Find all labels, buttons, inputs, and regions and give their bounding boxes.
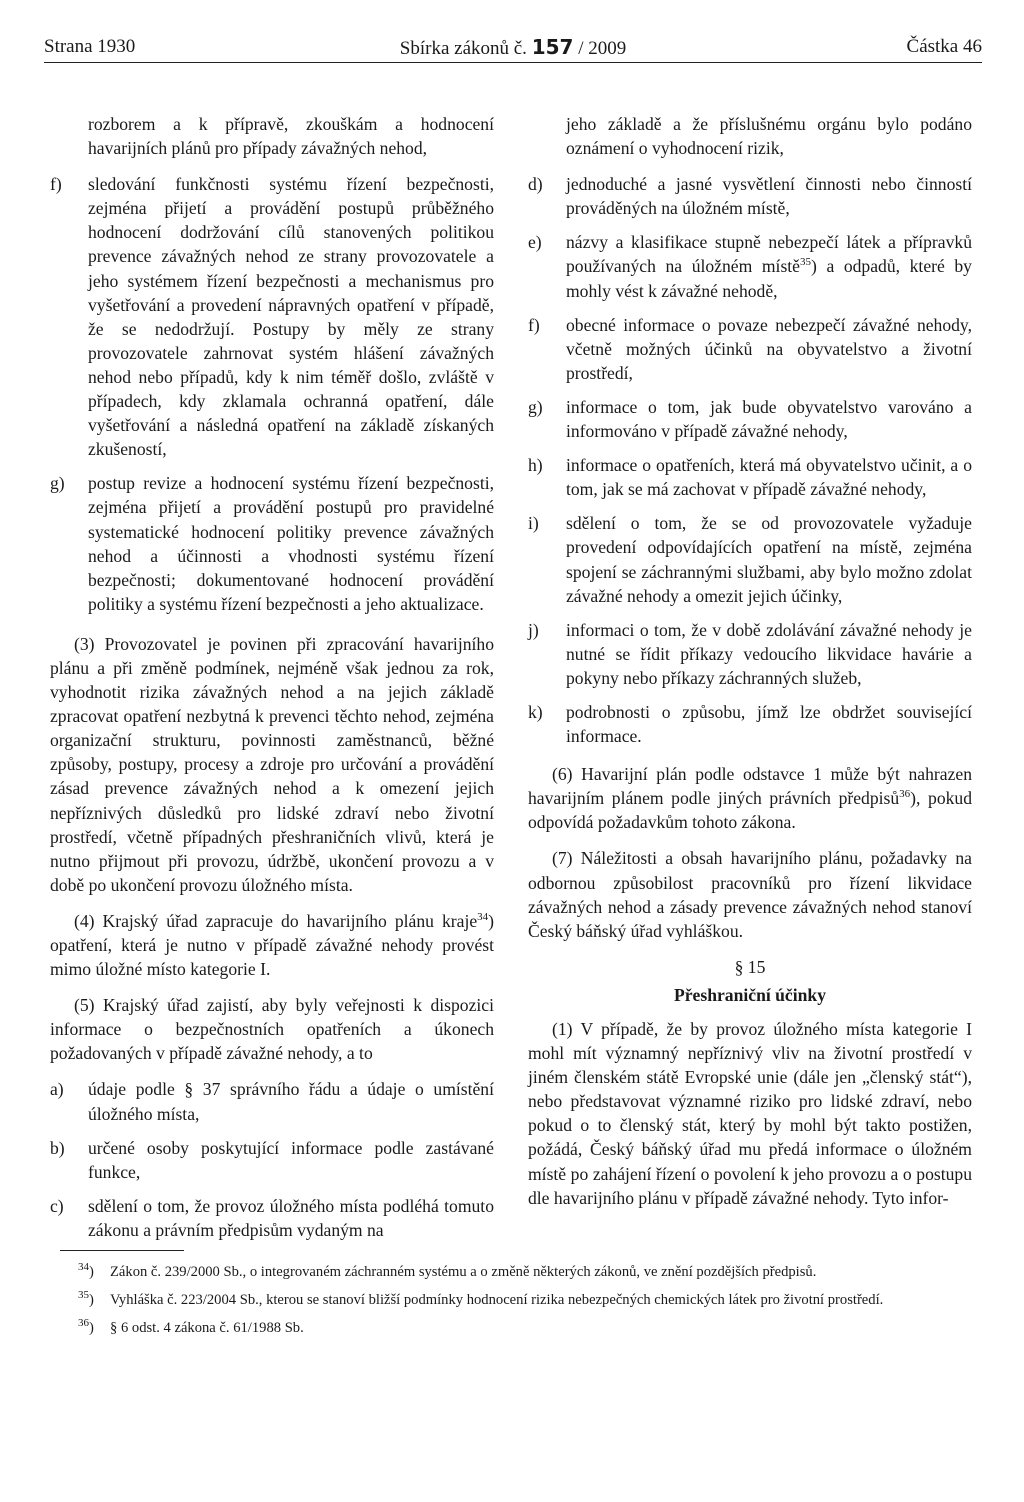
list-item-text-a: názvy a klasifikace stupně nebezpečí látek a přípravků používaných na úložném místě <box>566 232 972 277</box>
paragraph-7: (7) Náležitosti a obsah havarijního plánu, požadavky na odbornou způsobilost pracovníků pro řízení likvidace závažných nehod a zásady prevence závažných nehod stanoví Český báňský úřad vyhláškou. <box>528 848 972 941</box>
right-column <box>528 112 972 1222</box>
footnote-paren: ) <box>89 1292 94 1308</box>
list-item-label: j) <box>528 619 539 640</box>
list-item <box>528 395 972 443</box>
list-item <box>528 618 972 690</box>
footnote-text: Zákon č. 239/2000 Sb., o integrovaném záchranném systému a o změně některých zákonů, ve znění pozdějších předpisů. <box>110 1264 817 1280</box>
collection-title <box>44 32 982 64</box>
list-item-text: obecné informace o povaze nebezpečí závažné nehody, včetně možných účinků na obyvatelstvo a životní prostředí, <box>566 314 972 383</box>
footnote-divider <box>60 1250 184 1251</box>
list-item-text: sdělení o tom, že provoz úložného místa podléhá tomuto zákonu a právním předpisům vydaným na <box>88 1195 494 1240</box>
section-15-paragraph-1: (1) V případě, že by provoz úložného místa kategorie I mohl mít významný nepříznivý vliv na životní prostředí v jiném členském státě Evropské unie (dále jen „členský stát“), nebo představovat významné riziko pro lidské zdraví, nebo pokud o to členský stát, který by mohl být takto postižen, požádá, Český báňský úřad mu předá informace o úložném místě po zahájení řízení o povolení k jeho provozu a o postupu dle havarijního plánu v případě závažné nehody. Tyto infor- <box>528 1019 972 1208</box>
page-number: Strana 1930 <box>44 36 136 57</box>
footnote-text: Vyhláška č. 223/2004 Sb., kterou se stanoví bližší podmínky hodnocení rizika nebezpečných chemických látek pro životní prostředí. <box>110 1292 884 1308</box>
footnote-paren: ) <box>89 1264 94 1280</box>
section-number: § 15 <box>734 956 766 977</box>
intro-paragraph: rozborem a k přípravě, zkouškám a hodnocení havarijních plánů pro případy závažných nehod, <box>88 114 494 159</box>
paragraph-6-text-b: ), pokud odpovídá požadavkům tohoto zákona. <box>528 788 973 833</box>
list-item-label: b) <box>50 1137 65 1158</box>
footnotes <box>78 1262 982 1346</box>
list-item <box>528 700 972 748</box>
list-item <box>50 1077 494 1125</box>
intro-continuation: jeho základě a že příslušnému orgánu bylo podáno oznámení o vyhodnocení rizik, <box>566 114 972 159</box>
paragraph-6-text-a: (6) Havarijní plán podle odstavce 1 může být nahrazen havarijním plánem podle jiných právních předpisů <box>528 764 972 809</box>
law-number: 157 <box>531 35 574 59</box>
footnote-label <box>78 1290 94 1310</box>
paragraph-3: (3) Provozovatel je povinen při zpracování havarijního plánu a při změně podmínek, nejméně však jednou za rok, vyhodnotit rizika závažných nehod a na jejich základě zpracovat opatření nezbytná k prevenci těchto nehod, zejména organizační strukturu, povinnosti zaměstnanců, běžné způsoby, postupy, procesy a zdroje pro určování a provádění zásad prevence závažných nehod a k omezení jejich nepříznivých důsledků pro lidské zdraví nebo životní prostředí, včetně případných přeshraničních vlivů, která je nutno přijmout při provozu, údržbě, ukončení provozu a v době po ukončení provozu úložného místa. <box>50 633 494 895</box>
footnote-36 <box>78 1318 982 1338</box>
list-item <box>50 172 494 461</box>
list-item-text: informaci o tom, že v době zdolávání závažné nehody je nutné se řídit příkazy vedoucího likvidace havárie a pokyny nebo příkazy záchranných služeb, <box>566 619 972 688</box>
list-item-label: i) <box>528 513 539 534</box>
left-column <box>50 112 494 1252</box>
paragraph-5: (5) Krajský úřad zajistí, aby byly veřejnosti k dispozici informace o bezpečnostních opatřeních a úkonech požadovaných v případě závažné nehody, a to <box>50 995 494 1064</box>
paragraph-4-text-a: (4) Krajský úřad zapracuje do havarijního plánu kraje <box>74 910 478 931</box>
collection-prefix: Sbírka zákonů č. <box>399 38 527 59</box>
list-item-label: k) <box>528 701 543 722</box>
law-year: / 2009 <box>578 38 627 59</box>
footnote-paren: ) <box>89 1320 94 1336</box>
list-item-label: d) <box>528 174 543 195</box>
paragraph-4-text-b: ) opatření, která je nutno v případě závažné nehody provést mimo úložné místo kategorie I. <box>50 910 494 980</box>
list-item-label: f) <box>50 174 62 195</box>
list-item <box>528 172 972 220</box>
list-item <box>50 1194 494 1242</box>
list-item-text: informace o tom, jak bude obyvatelstvo varováno a informováno v případě závažné nehody, <box>566 396 972 442</box>
footnote-label <box>78 1262 94 1282</box>
footnote-number: 35 <box>78 1289 89 1302</box>
list-item-label: c) <box>50 1195 64 1216</box>
list-item-label: a) <box>50 1079 64 1100</box>
footnote-label <box>78 1318 94 1338</box>
footnote-ref-36[interactable]: 36 <box>899 788 911 801</box>
section-title: Přeshraniční účinky <box>673 984 826 1005</box>
footnote-ref-35[interactable]: 35 <box>799 256 811 269</box>
list-item <box>50 471 494 616</box>
list-item-text: sdělení o tom, že se od provozovatele vyžaduje provedení odpovídajících opatření na místě, zejména spojení se záchrannými službami, aby bylo možno zdolat závažné nehody a omezit jejich účinky, <box>566 513 972 606</box>
footnote-text: § 6 odst. 4 zákona č. 61/1988 Sb. <box>110 1320 304 1336</box>
part-number: Částka 46 <box>906 36 982 57</box>
list-item-label: f) <box>528 314 540 335</box>
paragraph-4 <box>50 909 494 981</box>
list-item-text: podrobnosti o způsobu, jímž lze obdržet související informace. <box>566 701 972 747</box>
list-item-text: údaje podle § 37 správního řádu a údaje o umístění úložného místa, <box>88 1079 494 1124</box>
paragraph-6 <box>528 762 972 834</box>
list-item-label: h) <box>528 455 543 476</box>
list-item <box>528 511 972 607</box>
list-item-text: sledování funkčnosti systému řízení bezpečnosti, zejména přijetí a provádění postupů průběžného hodnocení dodržování cílů stanovených politikou prevence závažných nehod ze strany provozovatele a jeho systémem řízení bezpečnosti a mechanismus pro vyšetřování a provedení nápravných opatření v případě, že se nedodržují. Postupy by měly ze strany provozovatele zahrnovat systém hlášení závažných nehod nebo případů, kdy k nim téměř došlo, zvláště v případech, kdy zklamala ochranná opatření, dále vyšetřování a následná opatření na základě získaných zkušeností, <box>88 174 494 460</box>
list-item <box>528 453 972 501</box>
list-item-text-b: ) a odpadů, které by mohly vést k závažné nehodě, <box>566 256 972 301</box>
page-header <box>44 32 982 62</box>
list-item-label: e) <box>528 232 542 253</box>
footnote-number: 34 <box>78 1261 89 1274</box>
footnote-ref-34[interactable]: 34 <box>477 911 489 924</box>
footnote-number: 36 <box>78 1317 89 1330</box>
footnote-35 <box>78 1290 982 1310</box>
list-item-text: určené osoby poskytující informace podle zastávané funkce, <box>88 1137 494 1182</box>
list-item-text: postup revize a hodnocení systému řízení bezpečnosti, zejména přijetí a provádění postupů pro pravidelné systematické hodnocení politiky prevence závažných nehod a účinnosti a vhodnosti systému řízení bezpečnosti; dokumentované hodnocení provádění politiky a systému řízení bezpečnosti a jeho aktualizace. <box>88 473 494 614</box>
list-item <box>528 230 972 302</box>
footnote-34 <box>78 1262 982 1282</box>
list-item <box>528 313 972 385</box>
list-item-label: g) <box>528 396 543 417</box>
list-item-text: informace o opatřeních, která má obyvatelstvo učinit, a o tom, jak se má zachovat v případě závažné nehody, <box>566 455 972 500</box>
list-item-text: jednoduché a jasné vysvětlení činnosti nebo činností prováděných na úložném místě, <box>566 174 972 219</box>
header-divider <box>44 62 982 63</box>
list-item <box>50 1136 494 1184</box>
list-item-label: g) <box>50 473 65 494</box>
